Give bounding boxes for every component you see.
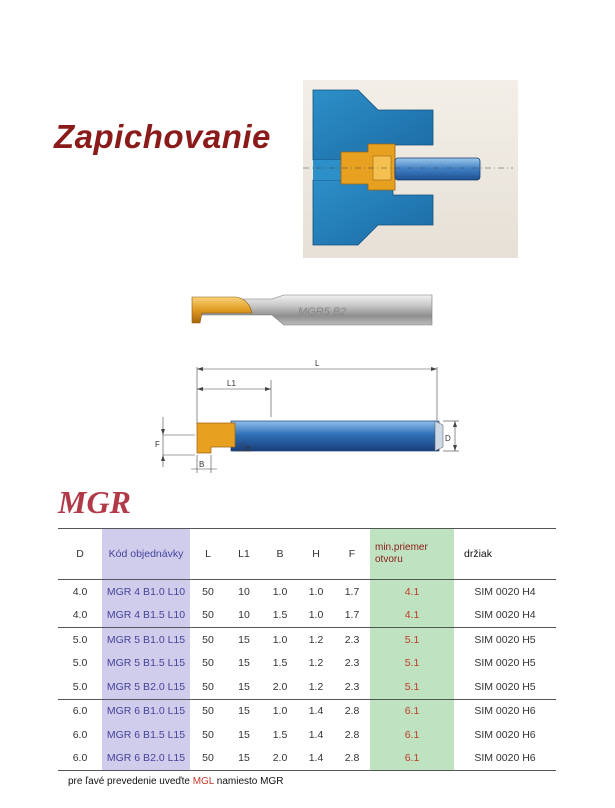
- cell-h: 1.2: [308, 657, 324, 670]
- label-l1: L1: [227, 379, 236, 388]
- cell-l1: 15: [238, 728, 250, 741]
- cell-b: 1.5: [272, 657, 288, 670]
- cell-b: 1.0: [262, 699, 298, 723]
- cell-f: 2.8: [334, 747, 370, 771]
- cell-f: 2.8: [334, 699, 370, 723]
- header-l: L: [190, 529, 226, 580]
- cell-drziak: SIM 0020 H5: [474, 657, 536, 670]
- table-title: MGR: [58, 484, 131, 520]
- footnote-highlight: MGL: [192, 776, 215, 787]
- header-kod: Kód objednávky: [102, 529, 190, 580]
- cell-l1: 15: [226, 628, 262, 652]
- cell-h: 1.2: [298, 628, 334, 652]
- cell-kod: MGR 4 B1.0 L10: [102, 580, 190, 604]
- cell-min: 4.1: [370, 580, 454, 604]
- cell-d: 5.0: [72, 657, 88, 670]
- cell-f: 2.3: [344, 657, 360, 670]
- cell-min: 5.1: [370, 675, 454, 699]
- table-row: [58, 747, 556, 771]
- header-l1: L1: [226, 529, 262, 580]
- cell-min: 4.1: [370, 604, 454, 628]
- table-row: [58, 675, 556, 699]
- page-title: Zapichovanie: [54, 118, 271, 155]
- cell-l: 50: [202, 657, 214, 670]
- header-min-priemer: [370, 529, 454, 580]
- cell-kod: MGR 5 B2.0 L15: [102, 675, 190, 699]
- cell-l1: 15: [226, 747, 262, 771]
- cell-kod: MGR 4 B1.5 L10: [102, 604, 190, 628]
- cell-d: 5.0: [72, 680, 88, 693]
- cell-min: 6.1: [370, 747, 454, 771]
- cell-min: 6.1: [370, 723, 454, 747]
- cell-l: 50: [202, 728, 214, 741]
- cell-b: 1.0: [262, 628, 298, 652]
- cell-kod: MGR 6 B1.5 L15: [102, 723, 190, 747]
- cell-l1: 10: [238, 609, 250, 622]
- cell-d: 6.0: [58, 747, 102, 771]
- cell-drziak: SIM 0020 H4: [454, 580, 556, 604]
- cell-l: 50: [190, 628, 226, 652]
- cell-kod: MGR 6 B1.0 L15: [102, 699, 190, 723]
- header-b: B: [262, 529, 298, 580]
- cell-kod: MGR 5 B1.5 L15: [102, 652, 190, 676]
- cell-l: 50: [190, 747, 226, 771]
- cell-kod: MGR 5 B1.0 L15: [102, 628, 190, 652]
- footnote: [68, 776, 283, 787]
- cell-h: 1.4: [298, 699, 334, 723]
- spec-table: [58, 528, 556, 771]
- cell-drziak: SIM 0020 H5: [474, 680, 536, 693]
- cell-min: 5.1: [370, 652, 454, 676]
- cell-drziak: SIM 0020 H6: [454, 699, 556, 723]
- cell-l1: 15: [226, 699, 262, 723]
- cell-h: 1.2: [308, 680, 324, 693]
- header-f: F: [334, 529, 370, 580]
- header-d: D: [58, 529, 102, 580]
- table-row: [58, 652, 556, 676]
- table-row: [58, 628, 556, 652]
- cell-b: 1.5: [272, 609, 288, 622]
- cell-b: 2.0: [272, 680, 288, 693]
- cell-min: 5.1: [370, 628, 454, 652]
- label-b: B: [199, 460, 205, 469]
- cell-drziak: SIM 0020 H4: [474, 609, 536, 622]
- cell-l1: 15: [238, 657, 250, 670]
- cell-b: 1.0: [262, 580, 298, 604]
- cell-f: 2.3: [344, 680, 360, 693]
- cell-f: 1.7: [334, 580, 370, 604]
- label-d: D: [445, 434, 451, 443]
- header-h: H: [298, 529, 334, 580]
- cell-l: 50: [202, 680, 214, 693]
- header-min-line1: min.priemer: [375, 542, 428, 553]
- footnote-after: namiesto MGR: [214, 776, 284, 787]
- header-min-line2: otvoru: [375, 554, 403, 565]
- cell-h: 1.0: [308, 609, 324, 622]
- cell-b: 1.5: [272, 728, 288, 741]
- cell-h: 1.0: [298, 580, 334, 604]
- grooving-illustration: [303, 80, 518, 258]
- cell-h: 1.4: [298, 747, 334, 771]
- footnote-before: pre ľavé prevedenie uveďte: [68, 776, 193, 787]
- table-header-row: [58, 529, 556, 580]
- table-row: [58, 699, 556, 723]
- cell-l1: 10: [226, 580, 262, 604]
- tool-photo: [188, 285, 438, 337]
- cell-l: 50: [190, 580, 226, 604]
- header-drziak: držiak: [454, 529, 556, 580]
- cell-d: 6.0: [58, 699, 102, 723]
- cell-d: 4.0: [72, 609, 88, 622]
- label-l: L: [315, 359, 320, 368]
- cell-f: 2.3: [334, 628, 370, 652]
- cell-f: 1.7: [344, 609, 360, 622]
- label-f: F: [155, 440, 160, 449]
- tool-marking: MGR5 B2: [298, 306, 347, 318]
- cell-l1: 15: [238, 680, 250, 693]
- table-row: [58, 604, 556, 628]
- cell-kod: MGR 6 B2.0 L15: [102, 747, 190, 771]
- cell-d: 6.0: [72, 728, 88, 741]
- cell-f: 2.8: [344, 728, 360, 741]
- cell-drziak: SIM 0020 H6: [454, 747, 556, 771]
- cell-b: 2.0: [262, 747, 298, 771]
- cell-drziak: SIM 0020 H6: [474, 728, 536, 741]
- cell-d: 5.0: [58, 628, 102, 652]
- cell-drziak: SIM 0020 H5: [454, 628, 556, 652]
- cell-d: 4.0: [58, 580, 102, 604]
- table-row: [58, 723, 556, 747]
- cell-l: 50: [202, 609, 214, 622]
- cell-min: 6.1: [370, 699, 454, 723]
- label-h: H: [245, 444, 251, 453]
- cell-l: 50: [190, 699, 226, 723]
- cell-h: 1.4: [308, 728, 324, 741]
- table-row: [58, 580, 556, 604]
- dimension-drawing: [155, 355, 465, 480]
